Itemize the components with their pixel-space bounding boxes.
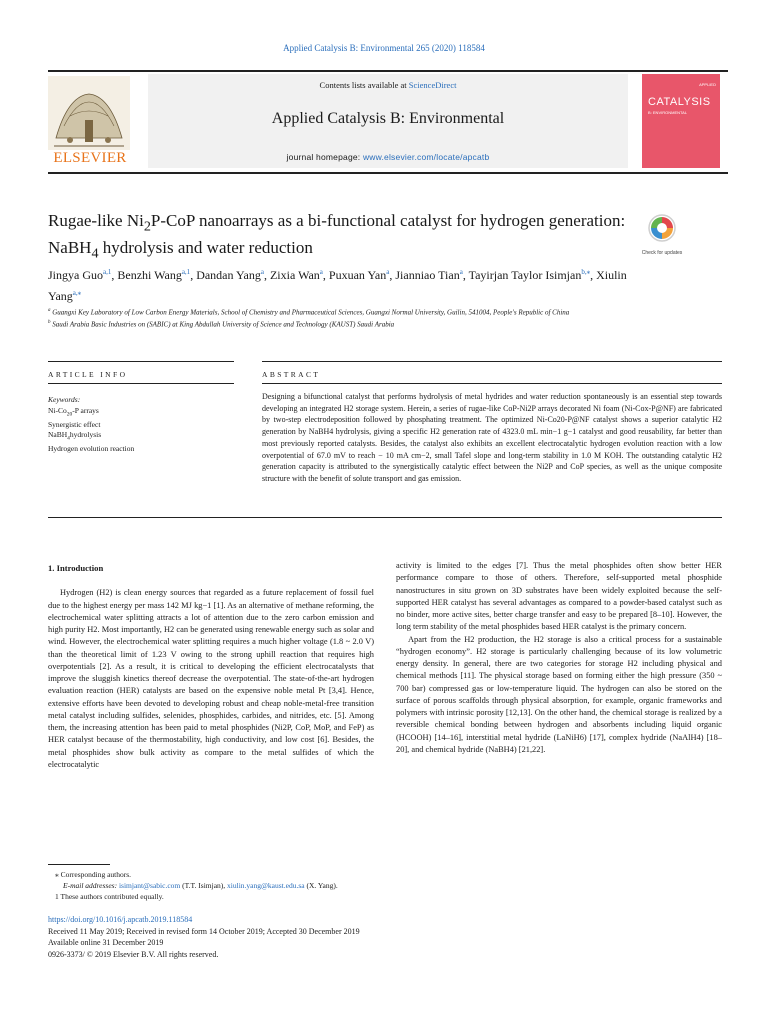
email-link-isimjan[interactable]: isimjant@sabic.com xyxy=(118,881,181,890)
article-title xyxy=(48,210,628,265)
keyword-item: $Ni-Co_{20}-P$ arrays xyxy=(48,405,99,417)
abstract-text: Designing a bifunctional catalyst that performs hydrolysis of metal hydrides and water reduction spontaneously is an essential step towards developing an integrated H2 storage system. Herein, a series of rugae-like CoP-Ni2P arrays decorated Ni foam (Ni-Cox-P@NF) are fabricated by two-step electrodeposition followed by phosphating treatment. The optimized Ni-Co20-P@NF catalyst shows a superior catalytic H2 generation by NaBH4 hydrolysis, giving a specific H2 generation rate of 4323.0 mL min−1 g−1 catalyst and good reusability, far better than most previously reported catalysts. Besides, the catalyst also exhibits an excellent electrocatalytic hydrogen evolution reaction with a low overpotential of 67.0 mV to reach − 10 mA cm−2, small Tafel slope and long-term stability in 1.0 M KOH. The outstanding catalytic H2 generation capacity is attributed to the synergistically catalytic effect between the Ni2P and CoP species, as well as the unique composite structure with the benefit of solute transport and gas emission. xyxy=(262,392,722,483)
author-affiliation-mark[interactable]: a,⁎ xyxy=(72,289,82,297)
journal-homepage-link[interactable]: www.elsevier.com/locate/apcatb xyxy=(362,152,490,162)
email-note-2: (X. Yang). xyxy=(304,881,338,890)
sciencedirect-link[interactable]: ScienceDirect xyxy=(408,80,457,90)
body-column-right xyxy=(396,560,722,756)
keywords-label: Keywords: xyxy=(48,395,81,404)
doi-link[interactable]: https://doi.org/10.1016/j.apcatb.2019.118584 xyxy=(48,915,193,924)
keyword-item: NaBH$_4$hydrolysis xyxy=(48,430,102,442)
title-subscript-2: 4 xyxy=(91,245,99,262)
email-link-yang[interactable]: xiulin.yang@kaust.edu.sa xyxy=(227,881,305,890)
article-footer xyxy=(48,914,648,960)
article-info-heading-rule xyxy=(48,383,234,384)
author-name[interactable]: Puxuan Yan xyxy=(328,268,387,282)
journal-homepage-line xyxy=(148,152,628,162)
title-text-2: P-CoP nanoarrays as a bi-functional catalyst for hydrogen generation: NaBH xyxy=(48,211,626,258)
equal-contribution-note: 1 These authors contributed equally. xyxy=(55,892,164,901)
affiliations xyxy=(48,306,668,330)
body-paragraph: Apart from the H2 production, the H2 storage is also a critical process for a sustainable “hydrogen economy”. H2 storage is particularly challenging because of its low volumetric energy density. In general, there are two categories for storage H2 including physical and chemical methods [11]. The physical storage based on forming either the high pressure (350 ~ 700 bar) compressed gas or low-temperature liquid. The hydrogen can also be stored on the surface of porous scaffolds through physical absorption, for example, organic frameworks and polymers with intrinsic porosity [12,13]. On the other hand, the chemical storage is realized by a reversible chemical bonding between hydrogen and absorbents including liquid organic (HCOOH) [14–16], interstitial metal hydride (LaNiH6) [17], complex hydride (NaAlH4) [18–20], and chemical hydride (NaBH4) [21,22]. xyxy=(396,634,722,754)
author-separator: , xyxy=(190,268,197,282)
check-for-updates-label: Check for updates xyxy=(641,250,683,256)
contents-prefix: Contents lists available at xyxy=(319,80,409,90)
cover-title-text: CATALYSIS xyxy=(648,96,711,108)
available-online: Available online 31 December 2019 xyxy=(48,938,164,948)
title-text-3: hydrolysis and water reduction xyxy=(98,238,313,258)
author-affiliation-mark[interactable]: a xyxy=(319,268,323,276)
affiliation-b: $^b$ Saudi Arabia Basic Industries on (SABIC) at King Abdullah University of Science and Technology (KAUST) Saudi Arabia xyxy=(48,319,395,329)
author-affiliation-mark[interactable]: a,1 xyxy=(181,268,191,276)
author-affiliation-mark[interactable]: a xyxy=(459,268,463,276)
masthead-top-rule xyxy=(48,70,728,72)
author-affiliation-mark[interactable]: a xyxy=(386,268,390,276)
author-separator: , xyxy=(111,268,118,282)
author-separator: , xyxy=(462,268,469,282)
journal-cover-thumbnail[interactable] xyxy=(642,74,720,168)
author-separator: , xyxy=(263,268,270,282)
author-name[interactable]: Benzhi Wang xyxy=(117,268,182,282)
journal-masthead xyxy=(48,70,728,176)
author-name[interactable]: Dandan Yang xyxy=(196,268,261,282)
received-dates: Received 11 May 2019; Received in revised form 14 October 2019; Accepted 30 December 2019 xyxy=(48,926,360,936)
author-name[interactable]: Zixia Wan xyxy=(269,268,320,282)
article-info-heading: ARTICLE INFO xyxy=(48,370,128,379)
author-separator: , xyxy=(590,268,597,282)
keywords-block xyxy=(48,395,228,455)
cover-subtitle-text: B: ENVIRONMENTAL xyxy=(648,110,688,115)
masthead-banner xyxy=(148,74,628,168)
section-heading-introduction: 1. Introduction xyxy=(48,563,104,573)
author-affiliation-mark[interactable]: b,⁎ xyxy=(581,268,591,276)
body-paragraph: Hydrogen (H2) is clean energy sources that regarded as a future replacement of fossil fuel due to the highest energy per mass 142 MJ kg−1 [1]. As an alternative of methane reforming, the electrochemical water splitting attracts a lot of attention due to the zero carbon emission and high purity H2. Most importantly, H2 can be generated using renewable energy such as solar and wind. However, the electrochemical water splitting requires a much higher voltage (1.8 ~ 2.0 V) than the theoretical limit of 1.23 V owing to the strong uphill reaction that requires high overpotentials [2]. As a result, it is critical to developing the efficient electrocatalysts that improve the sluggish kinetics thereof decrease the overpotential. The state-of-the-art hydrogen evaluation reaction (HER) catalysts are based on the expensive noble metal Pt [3,4]. Hence, extensive efforts have been devoted to developing robust and cheap noble-metal-free transition metal catalyst including sulfides, selenides, phosphides, carbides, and nitrides, etc. [5]. Among them, the increasing attention has been paid to metal phosphides (Ni2P, CoP, MoP, and FeP) as HER catalyst because of the thermostability, high conductivity, and low cost [6]. Besides, the metal phosphides show bulk activity as compare to the metal sulfides of which the electrocatalytic xyxy=(48,588,374,769)
email-addresses xyxy=(55,880,555,891)
abstract-top-rule xyxy=(262,361,722,362)
title-text-1: Rugae-like Ni xyxy=(48,211,144,230)
author-separator: , xyxy=(389,268,396,282)
author-name[interactable]: Tayirjan Taylor Isimjan xyxy=(468,268,582,282)
author-affiliation-mark[interactable]: a,1 xyxy=(103,268,112,276)
corresponding-authors-note: ⁎ Corresponding authors. xyxy=(55,870,132,879)
keyword-item: Synergistic effect xyxy=(48,419,101,429)
check-for-updates-button[interactable] xyxy=(640,213,684,256)
author-list xyxy=(48,263,648,305)
footnotes xyxy=(55,869,555,902)
author-affiliation-mark[interactable]: a xyxy=(260,268,264,276)
author-name[interactable]: Xiulin Yang xyxy=(48,268,627,303)
masthead-bottom-rule xyxy=(48,172,728,174)
contents-line xyxy=(148,80,628,90)
check-for-updates-icon xyxy=(647,213,677,243)
author-separator: , xyxy=(322,268,329,282)
cover-small-text: APPLIED xyxy=(699,82,716,87)
footnote-rule xyxy=(48,864,110,865)
article-info-top-rule xyxy=(48,361,234,362)
homepage-label: journal homepage: xyxy=(286,152,363,162)
elsevier-wordmark: ELSEVIER xyxy=(53,150,127,166)
body-column-left xyxy=(48,562,374,771)
email-label: E-mail addresses: xyxy=(63,881,119,890)
copyright-line: 0926-3373/ © 2019 Elsevier B.V. All rights reserved. xyxy=(48,949,219,959)
journal-title: Applied Catalysis B: Environmental xyxy=(271,110,505,127)
author-name[interactable]: Jingya Guo xyxy=(48,268,103,282)
journal-reference-link[interactable]: Applied Catalysis B: Environmental 265 (2020) 118584 xyxy=(283,43,485,53)
email-note-1: (T.T. Isimjan), xyxy=(180,881,228,890)
author-name[interactable]: Jianniao Tian xyxy=(395,268,460,282)
abstract-bottom-rule xyxy=(48,517,722,518)
title-subscript-1: 2 xyxy=(143,218,151,235)
keyword-item: Hydrogen evolution reaction xyxy=(48,444,135,453)
affiliation-a: $^a$ Guangxi Key Laboratory of Low Carbon Energy Materials, School of Chemistry and Pharmaceutical Sciences, Guangxi Normal University, Guilin, 541004, People's Republic of China xyxy=(48,308,570,317)
abstract-heading-rule xyxy=(262,383,722,384)
body-paragraph: activity is limited to the edges [7]. Thus the metal phosphides often show better HER performance compare to those of others. Therefore, self-supported metal phosphide nanostructures in situ grown on 3D substrates have been widely exploited because the self-supported HER catalyst has several advantages as compared to a powder-based catalyst such as no binder, more active sites, better charge transfer and easy to be prepared [8–10]. However, the long term stability of the metal phosphides based HER catalyst is the primary concern. xyxy=(396,561,722,632)
abstract-heading: ABSTRACT xyxy=(262,370,321,379)
